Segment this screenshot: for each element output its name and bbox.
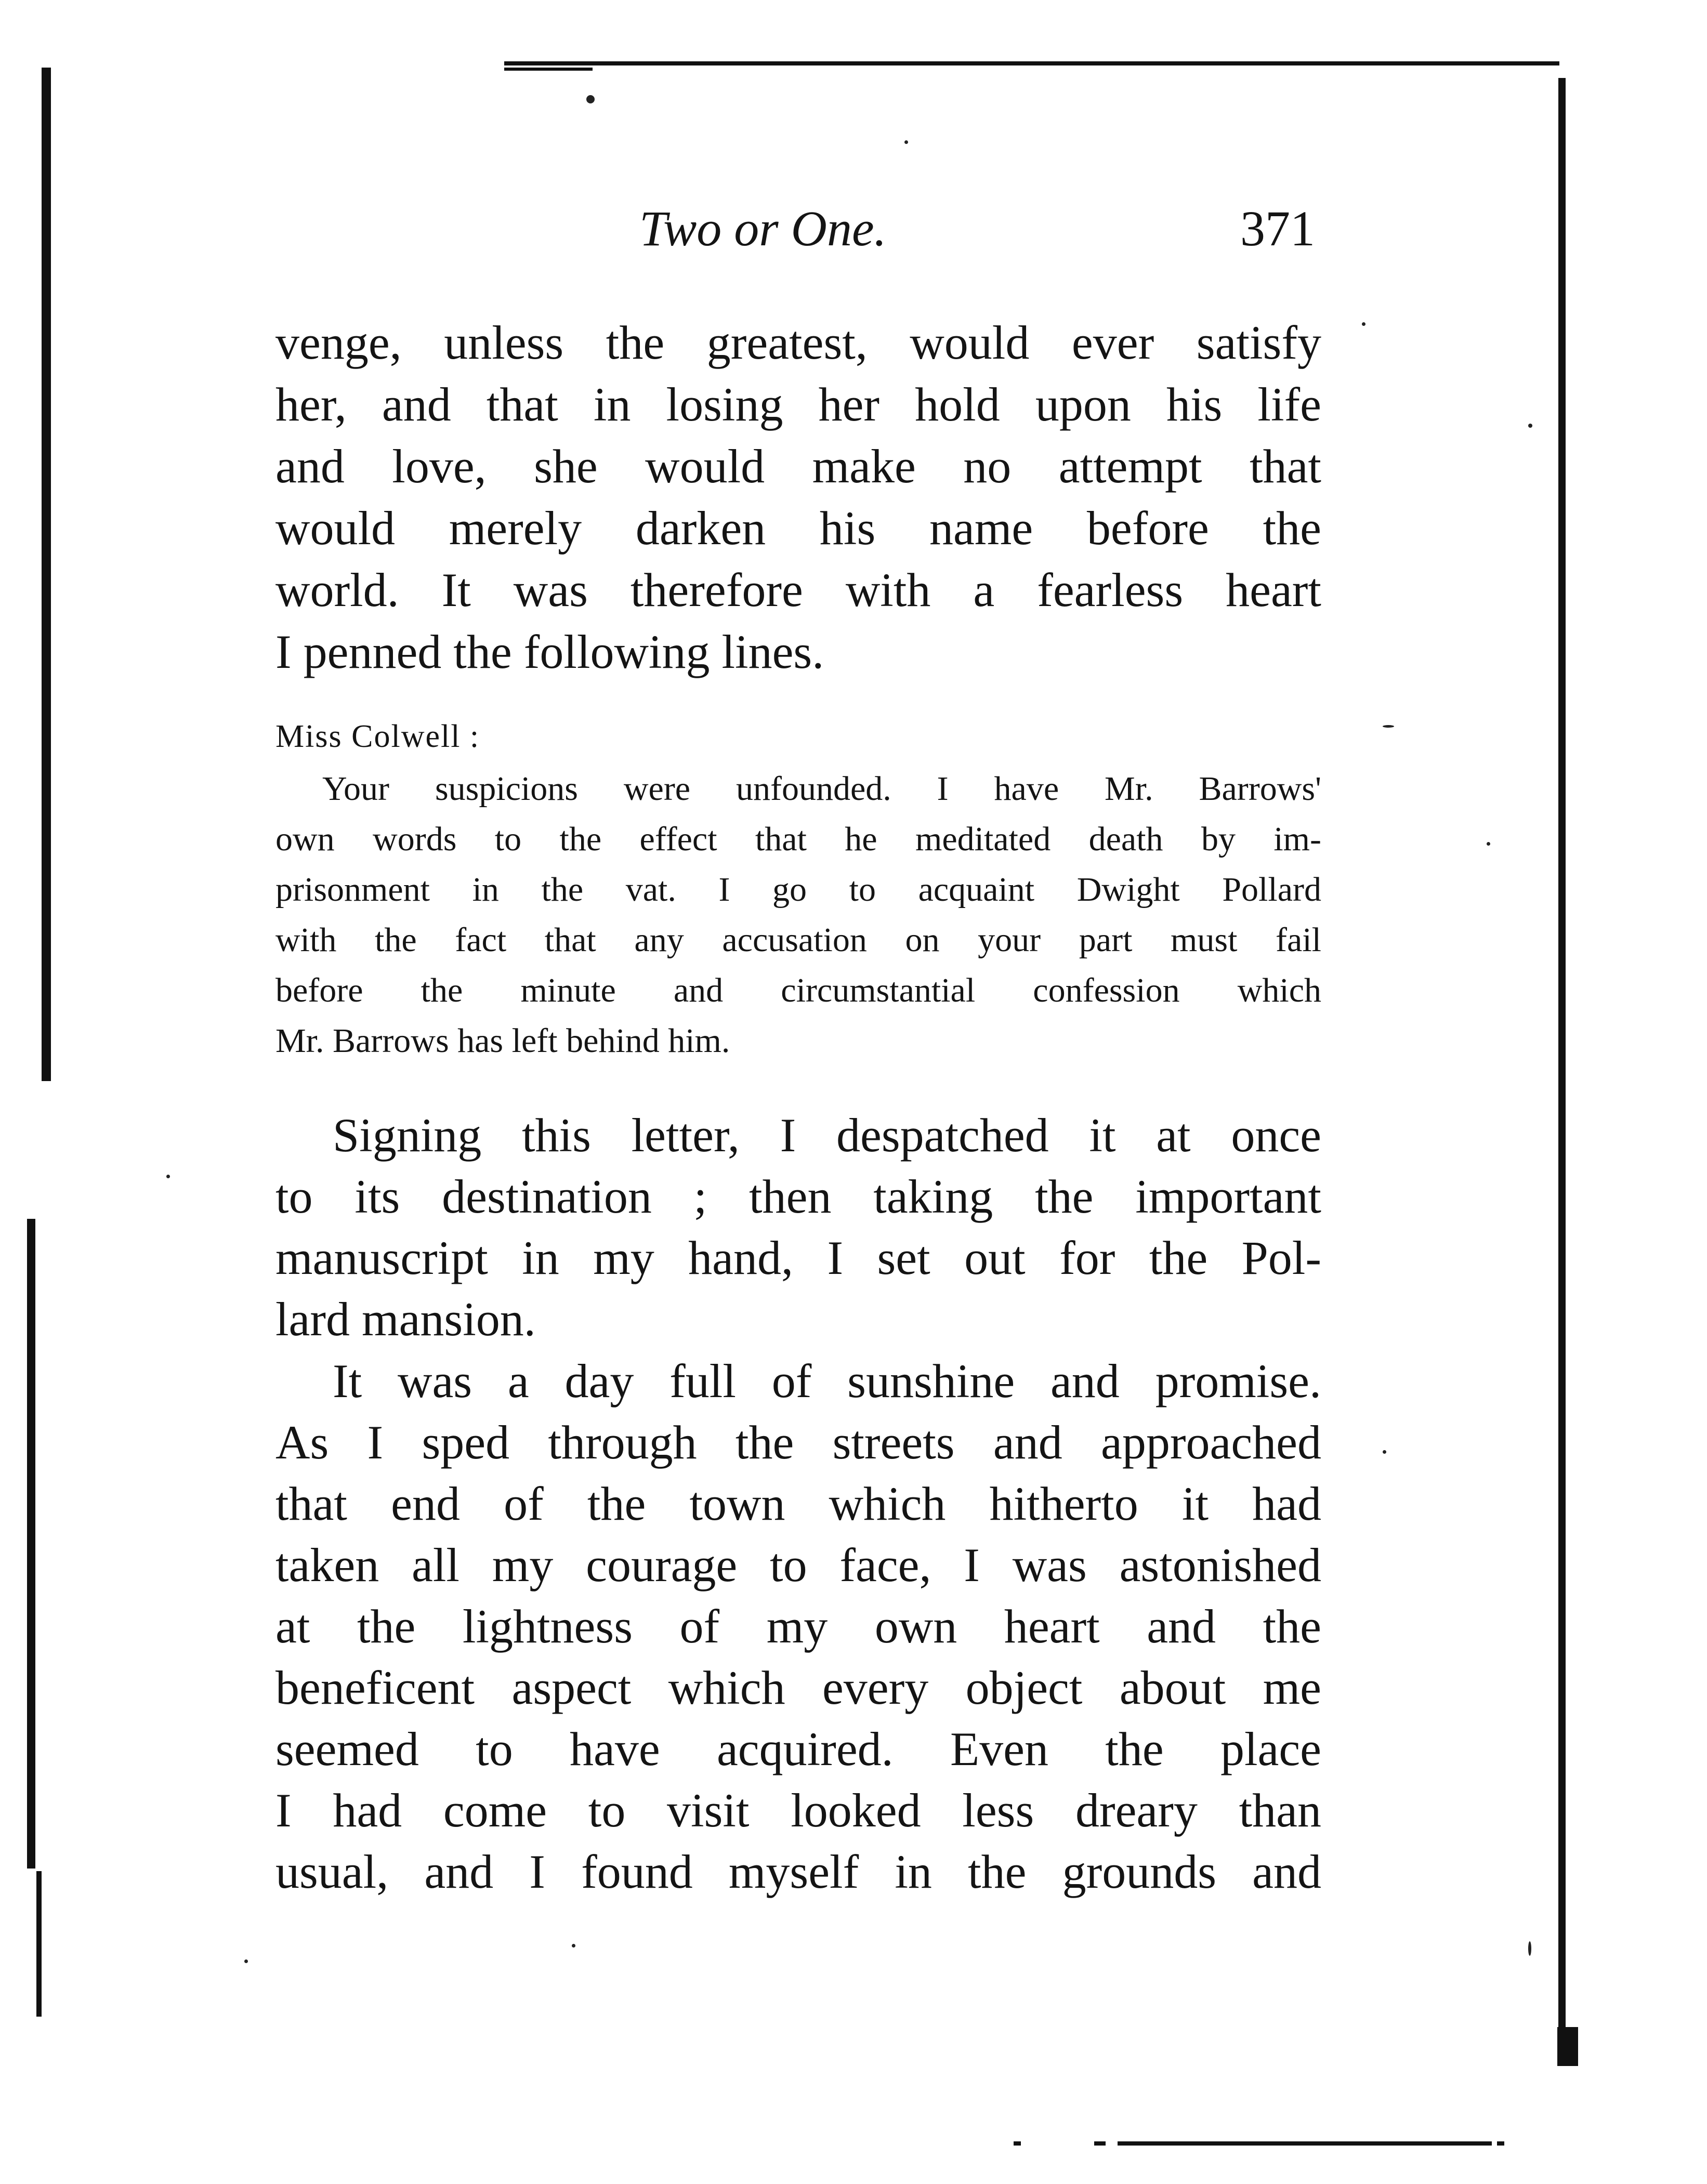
letter-line: own words to the effect that he meditated death by im- (275, 820, 1321, 858)
scan-left-edge-bar (42, 68, 51, 1081)
running-header (639, 198, 1315, 260)
letter-salutation: Miss Colwell : (275, 719, 480, 754)
scan-left-edge-bar-lower (27, 1219, 35, 1869)
scan-speck (244, 1959, 248, 1963)
paragraph-continued (275, 312, 1321, 683)
text-line: usual, and I found myself in the grounds and (275, 1845, 1321, 1898)
text-line: world. It was therefore with a fearless heart (275, 563, 1321, 616)
scan-speck (1383, 725, 1394, 728)
text-line: her, and that in losing her hold upon his life (275, 378, 1321, 431)
running-title: Two or One. (639, 201, 887, 256)
text-line: I had come to visit looked less dreary than (275, 1784, 1321, 1837)
page-number: 371 (1240, 201, 1315, 256)
text-line: It was a day full of sunshine and promise. (333, 1354, 1321, 1407)
text-line: taken all my courage to face, I was astonished (275, 1538, 1321, 1591)
scan-speck (1487, 842, 1490, 846)
text-line: seemed to have acquired. Even the place (275, 1722, 1321, 1775)
text-line: beneficent aspect which every object about me (275, 1661, 1321, 1714)
scan-speck (586, 95, 595, 103)
text-line: to its destination ; then taking the important (275, 1170, 1321, 1223)
scan-bottom-dash-1 (1014, 2141, 1021, 2146)
scan-speck (1528, 1941, 1531, 1956)
scan-speck (166, 1175, 170, 1178)
scan-right-edge-bar (1558, 78, 1566, 2063)
scan-top-rule (504, 61, 1559, 65)
text-line: that end of the town which hitherto it had (275, 1477, 1321, 1530)
text-line: and love, she would make no attempt that (275, 440, 1321, 493)
letter-line: prisonment in the vat. I go to acquaint Dwight Pollard (275, 871, 1321, 909)
letter-line: Your suspicions were unfounded. I have Mr. Barrows' (322, 770, 1321, 808)
paragraph (275, 1350, 1321, 1902)
scan-top-rule-short (504, 68, 593, 71)
scan-left-edge-bar-bottom (36, 1871, 42, 2017)
text-line: As I sped through the streets and approached (275, 1416, 1321, 1469)
scan-speck (1528, 424, 1532, 428)
text-line: would merely darken his name before the (275, 502, 1321, 555)
letter-line: with the fact that any accusation on your part must fail (275, 921, 1321, 959)
scan-bottom-dash-3 (1497, 2141, 1504, 2146)
quoted-letter (275, 709, 1321, 1066)
scan-speck (904, 140, 908, 144)
scan-speck (1362, 322, 1365, 326)
scan-bottom-rule (1118, 2141, 1492, 2146)
scan-right-edge-bar-bottom (1557, 2027, 1578, 2066)
text-line: Signing this letter, I despatched it at once (333, 1109, 1321, 1162)
text-line: I penned the following lines. (275, 625, 824, 678)
text-line: manuscript in my hand, I set out for the Pol- (275, 1231, 1321, 1284)
letter-line: Mr. Barrows has left behind him. (275, 1022, 730, 1060)
scan-speck (1383, 1450, 1386, 1454)
letter-line: before the minute and circumstantial confession which (275, 971, 1321, 1009)
text-line: lard mansion. (275, 1293, 536, 1346)
scan-speck (572, 1944, 575, 1948)
text-line: venge, unless the greatest, would ever satisfy (275, 316, 1321, 369)
paragraph (275, 1104, 1321, 1350)
text-line: at the lightness of my own heart and the (275, 1600, 1321, 1653)
scan-bottom-dash-2 (1094, 2141, 1106, 2146)
